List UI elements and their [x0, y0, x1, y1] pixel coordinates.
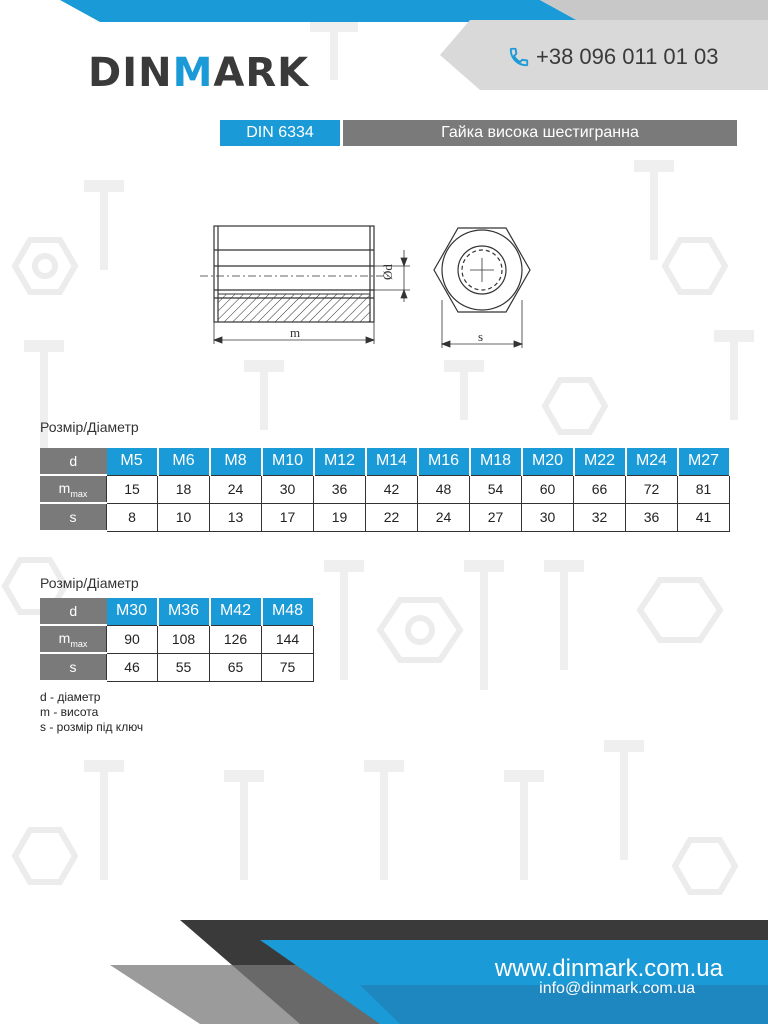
email-link[interactable]: info@dinmark.com.ua [539, 980, 695, 997]
size-header: M10 [262, 448, 314, 475]
dimension-m-label: m [290, 325, 301, 340]
table2-section-label: Розмір/Діаметр [40, 575, 139, 591]
s-value-cell: 10 [158, 503, 210, 531]
row-header-d: d [40, 598, 107, 625]
row-header-m-main: m [58, 479, 71, 496]
size-header: M5 [107, 448, 158, 475]
spec-table-2 [40, 598, 315, 682]
m-value-cell: 42 [366, 475, 418, 503]
size-header: M16 [418, 448, 470, 475]
size-header: M22 [574, 448, 626, 475]
phone-icon [508, 46, 530, 68]
s-value-cell: 32 [574, 503, 626, 531]
m-value-cell: 18 [158, 475, 210, 503]
m-value-cell: 36 [314, 475, 366, 503]
row-header-m [40, 475, 107, 503]
m-value-cell: 90 [107, 625, 158, 653]
table-row [40, 653, 314, 681]
legend [40, 690, 143, 735]
s-value-cell: 46 [107, 653, 158, 681]
m-value-cell: 15 [107, 475, 158, 503]
legend-m: m - висота [40, 705, 99, 719]
row-header-m-sub: max [70, 488, 88, 499]
dinmark-logo [88, 50, 309, 96]
table-row [40, 475, 730, 503]
technical-drawing [200, 210, 540, 360]
legend-s: s - розмір під ключ [40, 720, 144, 734]
s-value-cell: 19 [314, 503, 366, 531]
s-value-cell: 30 [522, 503, 574, 531]
s-value-cell: 22 [366, 503, 418, 531]
table-row [40, 503, 730, 531]
size-header: M14 [366, 448, 418, 475]
dimension-d-label: Ød [380, 264, 395, 280]
m-value-cell: 24 [210, 475, 262, 503]
m-value-cell: 126 [210, 625, 262, 653]
size-header: M8 [210, 448, 262, 475]
row-header-s: s [40, 653, 107, 681]
s-value-cell: 8 [107, 503, 158, 531]
m-value-cell: 81 [678, 475, 730, 503]
size-header: M27 [678, 448, 730, 475]
phone-contact[interactable] [508, 44, 719, 70]
m-value-cell: 66 [574, 475, 626, 503]
logo-text-right: ARK [213, 50, 310, 96]
spec-table-1 [40, 448, 731, 532]
m-value-cell: 108 [158, 625, 210, 653]
m-value-cell: 48 [418, 475, 470, 503]
row-header-m-main: m [58, 629, 71, 646]
s-value-cell: 13 [210, 503, 262, 531]
website-link[interactable]: www.dinmark.com.ua [494, 955, 723, 982]
logo-text-left: DIN [88, 50, 173, 96]
size-header: M6 [158, 448, 210, 475]
table-row [40, 448, 730, 475]
size-header: M42 [210, 598, 262, 625]
s-value-cell: 65 [210, 653, 262, 681]
dimension-s-label: s [478, 329, 484, 344]
s-value-cell: 41 [678, 503, 730, 531]
product-title-bar [220, 120, 737, 146]
table-row [40, 598, 314, 625]
size-header: M30 [107, 598, 158, 625]
s-value-cell: 75 [262, 653, 314, 681]
s-value-cell: 36 [626, 503, 678, 531]
row-header-s: s [40, 503, 107, 531]
m-value-cell: 72 [626, 475, 678, 503]
logo-text-accent: M [172, 50, 214, 96]
s-value-cell: 17 [262, 503, 314, 531]
product-name: Гайка висока шестигранна [343, 120, 737, 146]
row-header-d: d [40, 448, 107, 475]
table1-section-label: Розмір/Діаметр [40, 419, 139, 435]
row-header-m-sub: max [70, 638, 88, 649]
phone-number[interactable]: +38 096 011 01 03 [536, 44, 719, 69]
size-header: M48 [262, 598, 314, 625]
m-value-cell: 60 [522, 475, 574, 503]
s-value-cell: 55 [158, 653, 210, 681]
size-header: M12 [314, 448, 366, 475]
s-value-cell: 24 [418, 503, 470, 531]
product-code: DIN 6334 [220, 120, 340, 146]
legend-d: d - діаметр [40, 690, 101, 704]
table-row [40, 625, 314, 653]
m-value-cell: 30 [262, 475, 314, 503]
row-header-m [40, 625, 107, 653]
size-header: M24 [626, 448, 678, 475]
size-header: M18 [470, 448, 522, 475]
size-header: M36 [158, 598, 210, 625]
size-header: M20 [522, 448, 574, 475]
m-value-cell: 54 [470, 475, 522, 503]
s-value-cell: 27 [470, 503, 522, 531]
m-value-cell: 144 [262, 625, 314, 653]
